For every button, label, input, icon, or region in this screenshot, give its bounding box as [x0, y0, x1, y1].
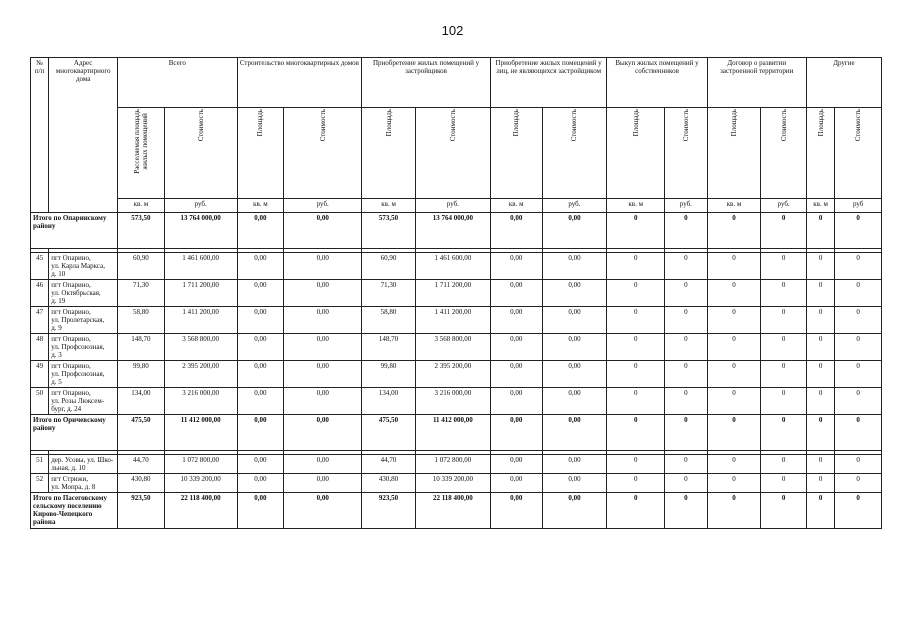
value-cell: 3 568 800,00: [415, 334, 490, 361]
value-cell: 0,00: [284, 388, 362, 415]
value-cell: 0,00: [237, 280, 284, 307]
value-cell: 0: [665, 280, 708, 307]
value-cell: 0,00: [237, 307, 284, 334]
value-cell: 71,30: [362, 280, 416, 307]
value-cell: 0: [607, 213, 665, 249]
value-cell: 0: [761, 388, 807, 415]
value-cell: 0,00: [542, 415, 607, 451]
value-cell: 0,00: [490, 253, 542, 280]
value-cell: 0: [707, 493, 761, 529]
subheader-label: Стоимость: [318, 109, 327, 142]
table-row: [31, 253, 882, 280]
value-cell: 60,90: [118, 253, 165, 280]
value-cell: 0,00: [490, 474, 542, 493]
value-cell: 0,00: [542, 307, 607, 334]
value-cell: 0: [806, 307, 834, 334]
table-row: [31, 388, 882, 415]
value-cell: 0,00: [490, 334, 542, 361]
value-cell: 0: [707, 388, 761, 415]
value-cell: 0,00: [542, 388, 607, 415]
value-cell: 0: [761, 361, 807, 388]
value-cell: 0: [665, 474, 708, 493]
value-cell: 0: [607, 361, 665, 388]
value-cell: 13 764 000,00: [164, 213, 237, 249]
value-cell: 0,00: [237, 493, 284, 529]
value-cell: 0: [665, 253, 708, 280]
value-cell: 0: [607, 334, 665, 361]
value-cell: 0,00: [490, 388, 542, 415]
value-cell: 0: [806, 415, 834, 451]
row-number: 49: [31, 361, 49, 388]
header-group-other: Другие: [806, 58, 881, 108]
unit-cell: руб.: [665, 199, 708, 213]
header-group-total: Всего: [118, 58, 238, 108]
row-number: 50: [31, 388, 49, 415]
unit-cell: кв. м: [806, 199, 834, 213]
value-cell: 0,00: [490, 415, 542, 451]
value-cell: 430,80: [362, 474, 416, 493]
value-cell: 0: [707, 455, 761, 474]
subheader-cell: [164, 108, 237, 199]
value-cell: 0,00: [237, 474, 284, 493]
value-cell: 0,00: [490, 455, 542, 474]
value-cell: 1 411 200,00: [164, 307, 237, 334]
row-address: пгт Опарино, ул. Профсоюзная, д. 5: [49, 361, 118, 388]
row-number: 52: [31, 474, 49, 493]
value-cell: 0,00: [237, 415, 284, 451]
row-number: 48: [31, 334, 49, 361]
value-cell: 0: [806, 455, 834, 474]
value-cell: 0: [665, 213, 708, 249]
subheader-label: Стоимость: [854, 109, 863, 142]
value-cell: 0: [761, 334, 807, 361]
unit-cell: руб.: [542, 199, 607, 213]
value-cell: 134,00: [118, 388, 165, 415]
subheader-cell: [415, 108, 490, 199]
subheader-label: Стоимость: [448, 109, 457, 142]
value-cell: 2 395 200,00: [415, 361, 490, 388]
value-cell: 1 711 200,00: [415, 280, 490, 307]
value-cell: 0,00: [284, 493, 362, 529]
value-cell: 0,00: [237, 388, 284, 415]
table-row: [31, 474, 882, 493]
value-cell: 58,80: [118, 307, 165, 334]
value-cell: 0: [665, 493, 708, 529]
row-number: 47: [31, 307, 49, 334]
value-cell: 0: [835, 307, 882, 334]
value-cell: 0: [806, 280, 834, 307]
subheader-cell: [284, 108, 362, 199]
header-group-non-developers: Приобретение жилых помещений у лиц, не являющихся застройщиком: [490, 58, 607, 108]
row-address: пгт Стрижи, ул. Мопра, д. 8: [49, 474, 118, 493]
page-number: 102: [441, 23, 464, 38]
header-group-buyout: Выкуп жилых помещений у собственников: [607, 58, 707, 108]
value-cell: 0: [835, 361, 882, 388]
value-cell: 44,70: [362, 455, 416, 474]
summary-label: Итого по Опаринскому району: [31, 213, 118, 249]
subheader-label: Площадь: [631, 109, 640, 137]
value-cell: 0: [607, 280, 665, 307]
subheader-label: Площадь: [256, 109, 265, 137]
table-row: [31, 334, 882, 361]
value-cell: 11 412 000,00: [164, 415, 237, 451]
value-cell: 923,50: [362, 493, 416, 529]
value-cell: 0,00: [237, 361, 284, 388]
value-cell: 0: [707, 361, 761, 388]
value-cell: 0: [665, 334, 708, 361]
value-cell: 148,70: [118, 334, 165, 361]
value-cell: 475,50: [362, 415, 416, 451]
summary-row: [31, 213, 882, 249]
subheader-cell: [490, 108, 542, 199]
value-cell: 0: [761, 455, 807, 474]
value-cell: 3 568 800,00: [164, 334, 237, 361]
value-cell: 0: [806, 474, 834, 493]
row-address: пгт Опарино, ул. Октябрьская, д. 19: [49, 280, 118, 307]
subheader-label: Площадь: [384, 109, 393, 137]
value-cell: 1 461 600,00: [415, 253, 490, 280]
value-cell: 0,00: [490, 307, 542, 334]
subheader-cell: [761, 108, 807, 199]
table-row: [31, 455, 882, 474]
value-cell: 0: [835, 388, 882, 415]
value-cell: 0: [707, 415, 761, 451]
row-address: пгт Опарино, ул. Розы Люксем- бург, д. 24: [49, 388, 118, 415]
value-cell: 0,00: [490, 280, 542, 307]
value-cell: 0,00: [284, 361, 362, 388]
value-cell: 0: [707, 280, 761, 307]
subheader-label: Площадь: [512, 109, 521, 137]
row-number: 51: [31, 455, 49, 474]
header-group-developers: Приобретение жилых помещений у застройщиков: [362, 58, 491, 108]
unit-cell: руб.: [415, 199, 490, 213]
value-cell: 99,80: [118, 361, 165, 388]
value-cell: 1 072 800,00: [164, 455, 237, 474]
row-address: пгт Опарино, ул. Пролетарская, д. 9: [49, 307, 118, 334]
summary-label: Итого по Оричевскому району: [31, 415, 118, 451]
value-cell: 3 216 000,00: [164, 388, 237, 415]
value-cell: 0: [665, 307, 708, 334]
value-cell: 0: [607, 415, 665, 451]
value-cell: 0,00: [490, 493, 542, 529]
value-cell: 573,50: [362, 213, 416, 249]
row-address: пгт Опарино, ул. Карла Маркса, д. 10: [49, 253, 118, 280]
table-body: [31, 213, 882, 529]
row-address: пгт Опарино, ул. Профсоюзная, д. 3: [49, 334, 118, 361]
subheader-cell: [806, 108, 834, 199]
value-cell: 0,00: [542, 253, 607, 280]
value-cell: 0,00: [284, 415, 362, 451]
header-address: Адрес многоквартирного дома: [49, 58, 118, 213]
row-address: дер. Усовы, ул. Шко- льная, д. 10: [49, 455, 118, 474]
value-cell: 0: [607, 474, 665, 493]
value-cell: 0: [761, 493, 807, 529]
value-cell: 0: [761, 280, 807, 307]
value-cell: 134,00: [362, 388, 416, 415]
summary-row: [31, 415, 882, 451]
value-cell: 0: [806, 253, 834, 280]
value-cell: 0: [806, 334, 834, 361]
subheader-cell: [835, 108, 882, 199]
value-cell: 0,00: [284, 307, 362, 334]
value-cell: 0: [806, 493, 834, 529]
value-cell: 10 339 200,00: [164, 474, 237, 493]
unit-cell: руб.: [761, 199, 807, 213]
subheader-row: [31, 108, 882, 199]
header-group-construction: Строительство многоквартирных домов: [237, 58, 362, 108]
value-cell: 0,00: [542, 493, 607, 529]
subheader-label: Расселяемая площадь жилых помещений: [132, 109, 149, 174]
subheader-cell: [542, 108, 607, 199]
value-cell: 0: [761, 213, 807, 249]
value-cell: 0: [835, 253, 882, 280]
value-cell: 0: [707, 213, 761, 249]
value-cell: 0,00: [542, 474, 607, 493]
subheader-label: Стоимость: [681, 109, 690, 142]
table-row: [31, 361, 882, 388]
value-cell: 0,00: [284, 455, 362, 474]
value-cell: 0,00: [542, 334, 607, 361]
subheader-cell: [665, 108, 708, 199]
value-cell: 0,00: [284, 253, 362, 280]
value-cell: 0: [761, 307, 807, 334]
unit-cell: руб.: [284, 199, 362, 213]
subheader-label: Стоимость: [196, 109, 205, 142]
subheader-cell: [237, 108, 284, 199]
value-cell: 0,00: [490, 361, 542, 388]
value-cell: 0: [607, 455, 665, 474]
value-cell: 0,00: [542, 455, 607, 474]
value-cell: 3 216 000,00: [415, 388, 490, 415]
subheader-label: Площадь: [729, 109, 738, 137]
value-cell: 0: [607, 493, 665, 529]
subheader-cell: [118, 108, 165, 199]
value-cell: 0: [835, 474, 882, 493]
value-cell: 99,80: [362, 361, 416, 388]
value-cell: 0: [835, 415, 882, 451]
unit-cell: кв. м: [118, 199, 165, 213]
summary-label: Итого по Пасеговскому сельскому поселению Кирово-Чепецкого района: [31, 493, 118, 529]
value-cell: 22 118 400,00: [164, 493, 237, 529]
value-cell: 0: [835, 493, 882, 529]
value-cell: 1 461 600,00: [164, 253, 237, 280]
value-cell: 0: [607, 388, 665, 415]
value-cell: 0,00: [490, 213, 542, 249]
value-cell: 148,70: [362, 334, 416, 361]
value-cell: 0: [665, 388, 708, 415]
value-cell: 0: [665, 415, 708, 451]
value-cell: 71,30: [118, 280, 165, 307]
row-number: 46: [31, 280, 49, 307]
value-cell: 0: [761, 474, 807, 493]
value-cell: 0,00: [237, 334, 284, 361]
value-cell: 58,80: [362, 307, 416, 334]
value-cell: 1 411 200,00: [415, 307, 490, 334]
value-cell: 923,50: [118, 493, 165, 529]
subheader-cell: [707, 108, 761, 199]
subheader-label: Стоимость: [779, 109, 788, 142]
unit-cell: кв. м: [490, 199, 542, 213]
unit-cell: руб: [835, 199, 882, 213]
value-cell: 430,80: [118, 474, 165, 493]
value-cell: 0: [835, 213, 882, 249]
value-cell: 22 118 400,00: [415, 493, 490, 529]
value-cell: 60,90: [362, 253, 416, 280]
unit-cell: руб.: [164, 199, 237, 213]
value-cell: 573,50: [118, 213, 165, 249]
value-cell: 0: [707, 334, 761, 361]
value-cell: 0: [835, 334, 882, 361]
table-row: [31, 280, 882, 307]
value-cell: 0,00: [542, 361, 607, 388]
unit-cell: кв. м: [607, 199, 665, 213]
value-cell: 0,00: [237, 213, 284, 249]
unit-cell: кв. м: [237, 199, 284, 213]
value-cell: 0: [806, 361, 834, 388]
value-cell: 0: [806, 388, 834, 415]
row-number: 45: [31, 253, 49, 280]
value-cell: 10 339 200,00: [415, 474, 490, 493]
subheader-cell: [607, 108, 665, 199]
value-cell: 2 395 200,00: [164, 361, 237, 388]
value-cell: 0: [607, 253, 665, 280]
value-cell: 0: [835, 455, 882, 474]
header-group-territory: Договор о развитии застроенной территории: [707, 58, 806, 108]
value-cell: 0,00: [284, 334, 362, 361]
value-cell: 0: [665, 455, 708, 474]
value-cell: 44,70: [118, 455, 165, 474]
unit-cell: кв. м: [362, 199, 416, 213]
value-cell: 0,00: [284, 213, 362, 249]
value-cell: 13 764 000,00: [415, 213, 490, 249]
summary-row: [31, 493, 882, 529]
value-cell: 0: [707, 253, 761, 280]
unit-cell: кв. м: [707, 199, 761, 213]
value-cell: 0: [665, 361, 708, 388]
value-cell: 0,00: [237, 253, 284, 280]
value-cell: 0: [707, 307, 761, 334]
units-row: [31, 199, 882, 213]
value-cell: 0,00: [237, 455, 284, 474]
value-cell: 475,50: [118, 415, 165, 451]
value-cell: 0,00: [284, 280, 362, 307]
value-cell: 0: [761, 253, 807, 280]
value-cell: 0: [761, 415, 807, 451]
value-cell: 0: [607, 307, 665, 334]
housing-resettlement-table: [30, 57, 882, 529]
value-cell: 11 412 000,00: [415, 415, 490, 451]
header-num: № п/п: [31, 58, 49, 213]
value-cell: 0: [835, 280, 882, 307]
subheader-label: Площадь: [816, 109, 825, 137]
value-cell: 0,00: [542, 280, 607, 307]
value-cell: 1 072 800,00: [415, 455, 490, 474]
value-cell: 0: [707, 474, 761, 493]
value-cell: 0: [806, 213, 834, 249]
value-cell: 1 711 200,00: [164, 280, 237, 307]
value-cell: 0,00: [542, 213, 607, 249]
subheader-cell: [362, 108, 416, 199]
subheader-label: Стоимость: [570, 109, 579, 142]
table-row: [31, 307, 882, 334]
value-cell: 0,00: [284, 474, 362, 493]
